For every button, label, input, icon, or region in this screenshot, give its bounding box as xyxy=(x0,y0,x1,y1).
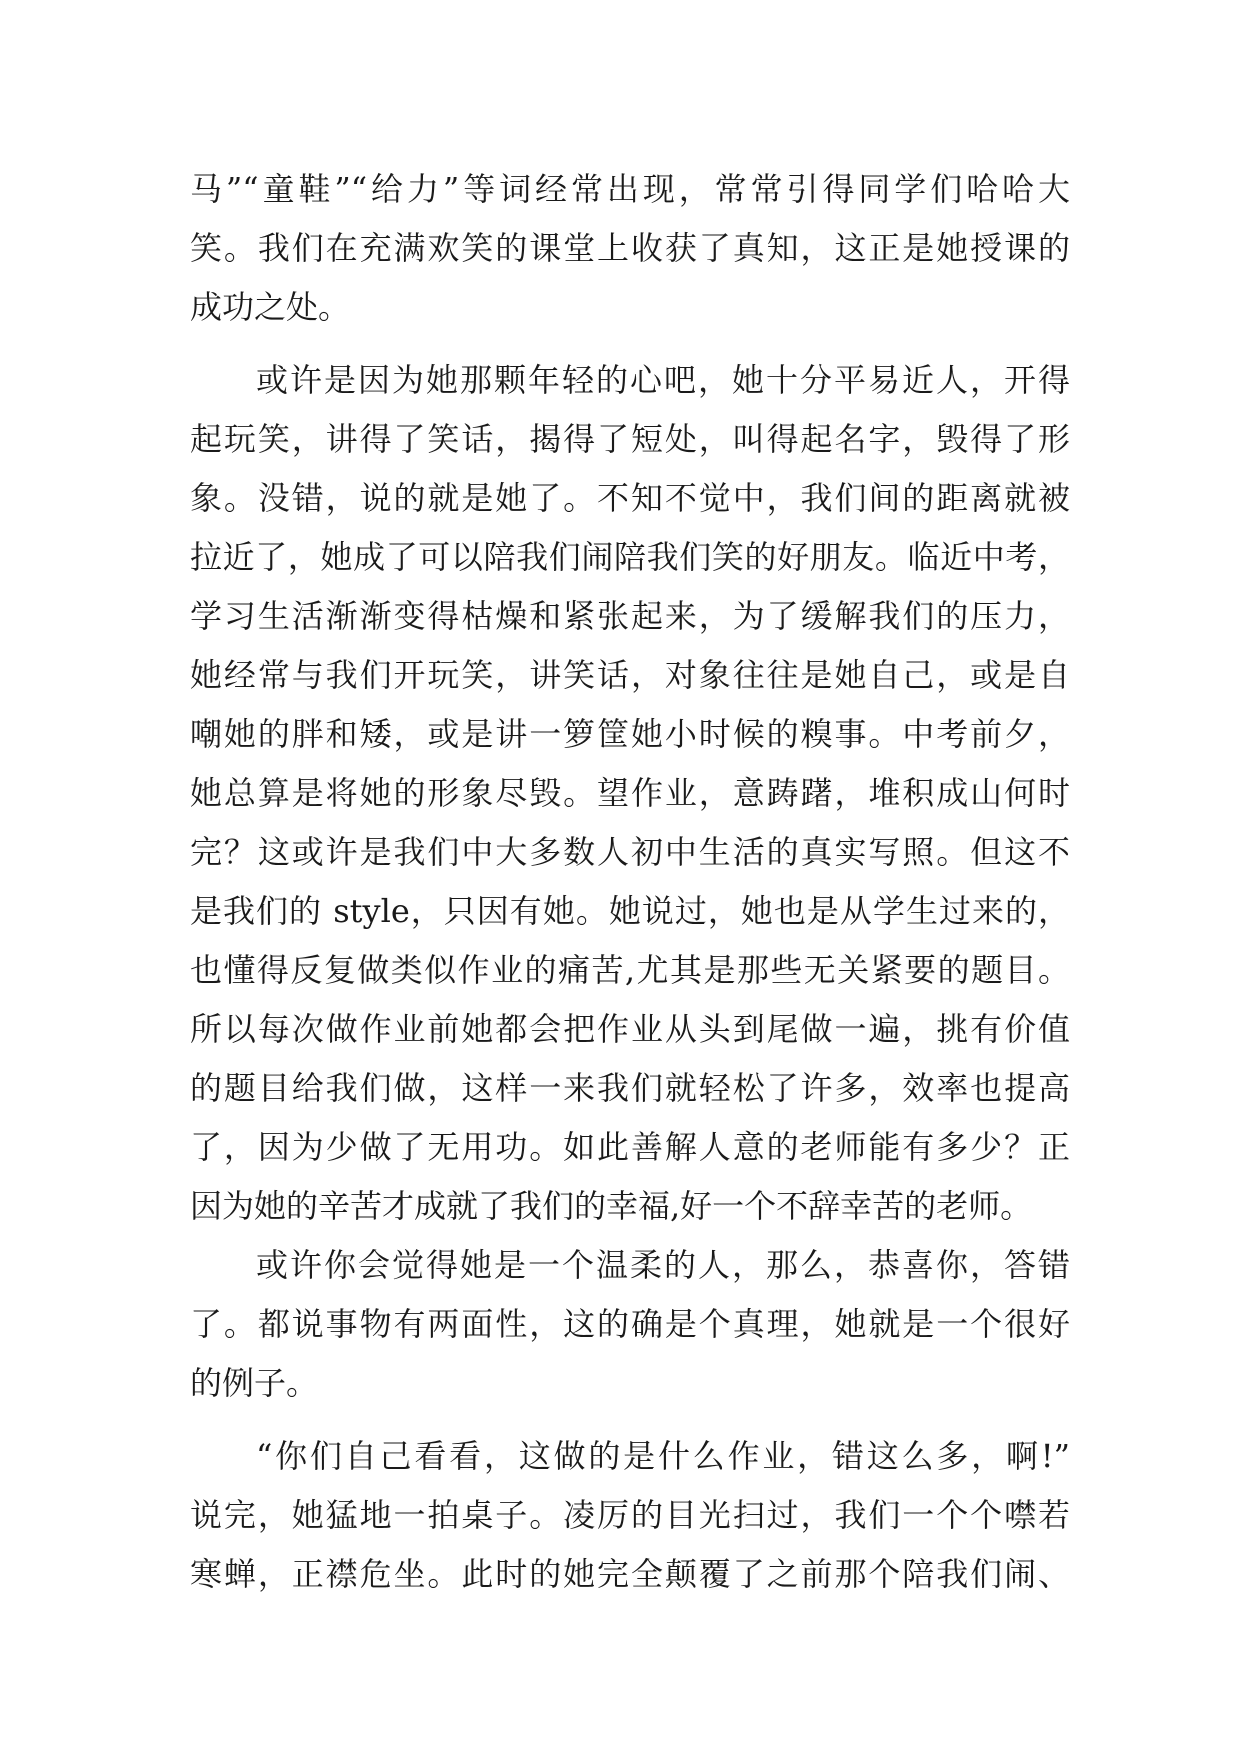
text-line: 的例子。 xyxy=(190,1364,319,1402)
text-line: 也懂得反复做类似作业的痛苦,尤其是那些无关紧要的题目。 xyxy=(190,951,1070,989)
text-line: 说完，她猛地一拍桌子。凌厉的目光扫过，我们一个个噤若 xyxy=(190,1496,1070,1534)
text-line: 了。都说事物有两面性，这的确是个真理，她就是一个很好 xyxy=(190,1305,1070,1343)
text-line: 是我们的 style，只因有她。她说过，她也是从学生过来的， xyxy=(190,892,1070,930)
paragraph-spacer xyxy=(190,337,1070,351)
text-line: 她总算是将她的形象尽毁。望作业，意踌躇，堆积成山何时 xyxy=(190,774,1070,812)
paragraph-1 xyxy=(190,160,1070,337)
text-line: 成功之处。 xyxy=(190,288,351,326)
text-line: 嘲她的胖和矮，或是讲一箩筐她小时候的糗事。中考前夕， xyxy=(190,715,1070,753)
text-line: 的题目给我们做，这样一来我们就轻松了许多，效率也提高 xyxy=(190,1069,1070,1107)
text-line: 或许你会觉得她是一个温柔的人，那么，恭喜你，答错 xyxy=(256,1246,1070,1284)
text-line: 马”“童鞋”“给力”等词经常出现，常常引得同学们哈哈大 xyxy=(190,170,1070,208)
paragraph-spacer xyxy=(190,1413,1070,1427)
text-line: 寒蝉，正襟危坐。此时的她完全颠覆了之前那个陪我们闹、 xyxy=(190,1555,1070,1593)
paragraph-2 xyxy=(190,351,1070,1236)
text-line: 学习生活渐渐变得枯燥和紧张起来，为了缓解我们的压力， xyxy=(190,597,1070,635)
body-text xyxy=(190,160,1070,1604)
text-line: “你们自己看看，这做的是什么作业，错这么多，啊!” xyxy=(256,1437,1070,1475)
text-line: 象。没错，说的就是她了。不知不觉中，我们间的距离就被 xyxy=(190,479,1070,517)
text-line: 所以每次做作业前她都会把作业从头到尾做一遍，挑有价值 xyxy=(190,1010,1070,1048)
text-line: 笑。我们在充满欢笑的课堂上收获了真知，这正是她授课的 xyxy=(190,229,1070,267)
text-line: 完？这或许是我们中大多数人初中生活的真实写照。但这不 xyxy=(190,833,1070,871)
text-line: 她经常与我们开玩笑，讲笑话，对象往往是她自己，或是自 xyxy=(190,656,1070,694)
text-line: 了，因为少做了无用功。如此善解人意的老师能有多少？正 xyxy=(190,1128,1070,1166)
text-line: 起玩笑，讲得了笑话，揭得了短处，叫得起名字，毁得了形 xyxy=(190,420,1070,458)
text-line: 因为她的辛苦才成就了我们的幸福,好一个不辞幸苦的老师。 xyxy=(190,1187,1033,1225)
text-line: 或许是因为她那颗年轻的心吧，她十分平易近人，开得 xyxy=(256,361,1070,399)
text-line: 拉近了，她成了可以陪我们闹陪我们笑的好朋友。临近中考， xyxy=(190,538,1070,576)
paragraph-3 xyxy=(190,1236,1070,1413)
paragraph-4 xyxy=(190,1427,1070,1604)
